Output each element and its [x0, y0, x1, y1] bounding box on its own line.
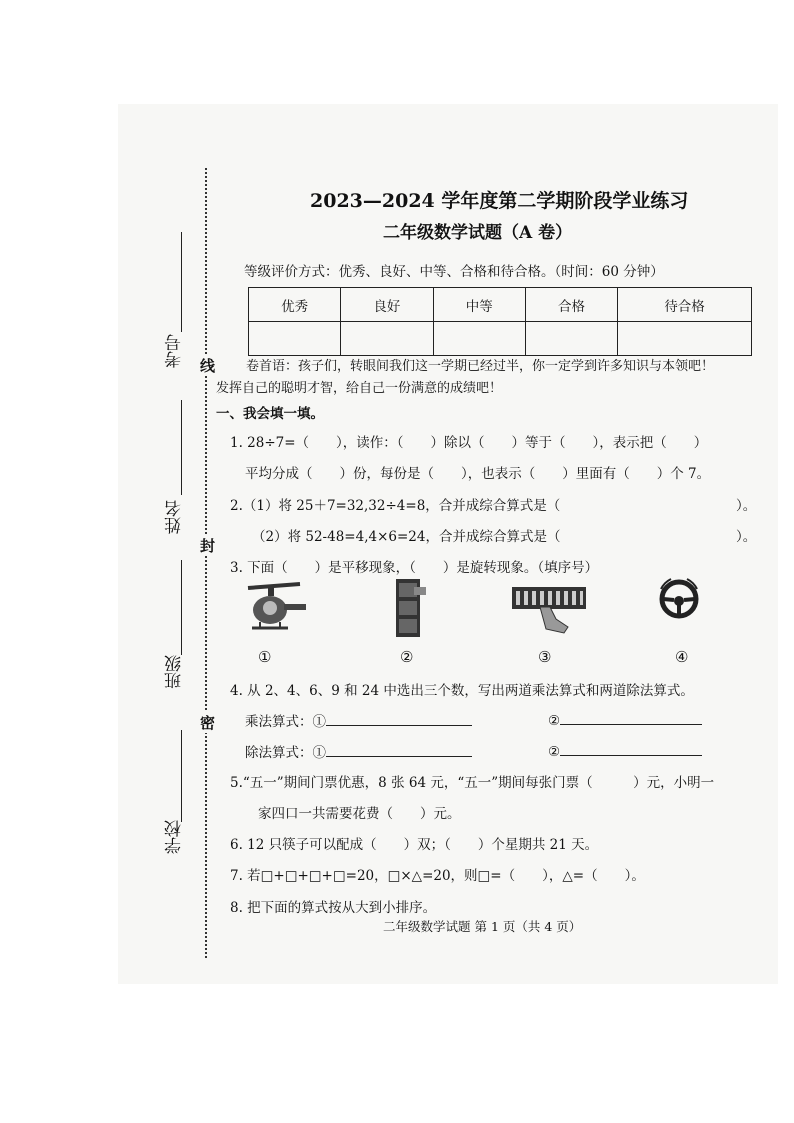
section-heading: 一、我会填一填。: [216, 406, 324, 422]
q4-division-label: 除法算式：①: [245, 745, 326, 761]
question-8: 8. 把下面的算式按从大到小排序。: [230, 900, 437, 916]
grade-header: 中等: [433, 288, 525, 322]
school-label: 学校: [165, 820, 185, 854]
question-2-part-2-end: ）。: [736, 529, 757, 545]
page-subtitle: 二年级数学试题（A 卷）: [383, 223, 573, 243]
page-title: 2023—2024 学年度第二学期阶段学业练习: [310, 190, 689, 212]
page-footer: 二年级数学试题 第 1 页（共 4 页）: [383, 919, 582, 934]
answer-blank[interactable]: [560, 710, 702, 725]
exam-number-label: 考号: [165, 334, 185, 368]
picture-label-1: ①: [258, 648, 272, 666]
q4-second-label: ②: [548, 713, 561, 729]
grade-table: [248, 287, 752, 356]
q4-division-row: [245, 741, 472, 761]
seal-dotted-line: [205, 168, 207, 958]
preface-line-1: 卷首语：孩子们，转眼间我们这一学期已经过半，你一定学到许多知识与本领吧！: [246, 359, 715, 374]
q4-multiplication-label: 乘法算式：①: [245, 714, 326, 730]
q4-division-row-2: [548, 741, 702, 760]
q4-multiplication-row-2: [548, 710, 702, 729]
name-label: 姓名: [165, 500, 185, 534]
grading-line: 等级评价方式：优秀、良好、中等、合格和待合格。（时间：60 分钟）: [244, 264, 664, 280]
question-5-line-2: 家四口一共需要花费（ ）元。: [258, 806, 461, 822]
picture-label-4: ④: [675, 648, 689, 666]
class-label: 班级: [165, 655, 185, 689]
grade-header: 合格: [525, 288, 617, 322]
question-2-part-1-end: ）。: [736, 498, 757, 514]
question-2-part-1: 2.（1）将 25＋7=32,32÷4=8，合并成综合算式是（: [230, 498, 561, 514]
question-1-line-2: 平均分成（ ）份，每份是（ ），也表示（ ）里面有（ ）个 7。: [245, 466, 711, 482]
school-line: [181, 730, 182, 822]
answer-blank[interactable]: [560, 741, 702, 756]
question-1-line-1: 1. 28÷7=（ ），读作：（ ）除以（ ）等于（ ），表示把（ ）: [230, 435, 708, 451]
picture-label-2: ②: [400, 648, 414, 666]
grade-cell[interactable]: [525, 322, 617, 356]
q4-second-label: ②: [548, 744, 561, 760]
seal-char-seal: 封: [200, 537, 216, 555]
question-5-line-1: 5.“五一”期间门票优惠，8 张 64 元，“五一”期间每张门票（ ）元，小明一: [230, 775, 715, 791]
question-7: 7. 若□+□+□+□=20，□×△=20，则□=（ ），△=（ ）。: [230, 868, 645, 884]
grade-header: 待合格: [618, 288, 752, 322]
helicopter-icon: [240, 580, 310, 638]
answer-blank[interactable]: [326, 711, 472, 726]
grade-header: 优秀: [249, 288, 341, 322]
abacus-icon: [510, 585, 590, 637]
exam-number-line: [181, 232, 182, 332]
question-3: 3. 下面（ ）是平移现象，（ ）是旋转现象。（填序号）: [230, 560, 599, 576]
question-4: 4. 从 2、4、6、9 和 24 中选出三个数，写出两道乘法算式和两道除法算式。: [230, 683, 694, 699]
name-line: [181, 400, 182, 495]
steering-wheel-icon: [655, 575, 703, 623]
grade-cell[interactable]: [249, 322, 341, 356]
picture-label-3: ③: [538, 648, 552, 666]
filing-cabinet-icon: [392, 575, 428, 639]
q4-multiplication-row: [245, 710, 472, 730]
grade-cell[interactable]: [341, 322, 433, 356]
question-2-part-2: （2）将 52-48=4,4×6=24，合并成综合算式是（: [252, 529, 561, 545]
grade-header: 良好: [341, 288, 433, 322]
question-6: 6. 12 只筷子可以配成（ ）双；（ ）个星期共 21 天。: [230, 837, 599, 853]
answer-blank[interactable]: [326, 742, 472, 757]
seal-char-line: 线: [200, 357, 216, 375]
grade-cell[interactable]: [618, 322, 752, 356]
grade-cell[interactable]: [433, 322, 525, 356]
preface-line-2: 发挥自己的聪明才智，给自己一份满意的成绩吧！: [216, 381, 503, 396]
seal-char-secret: 密: [200, 714, 216, 732]
class-line: [181, 560, 182, 655]
